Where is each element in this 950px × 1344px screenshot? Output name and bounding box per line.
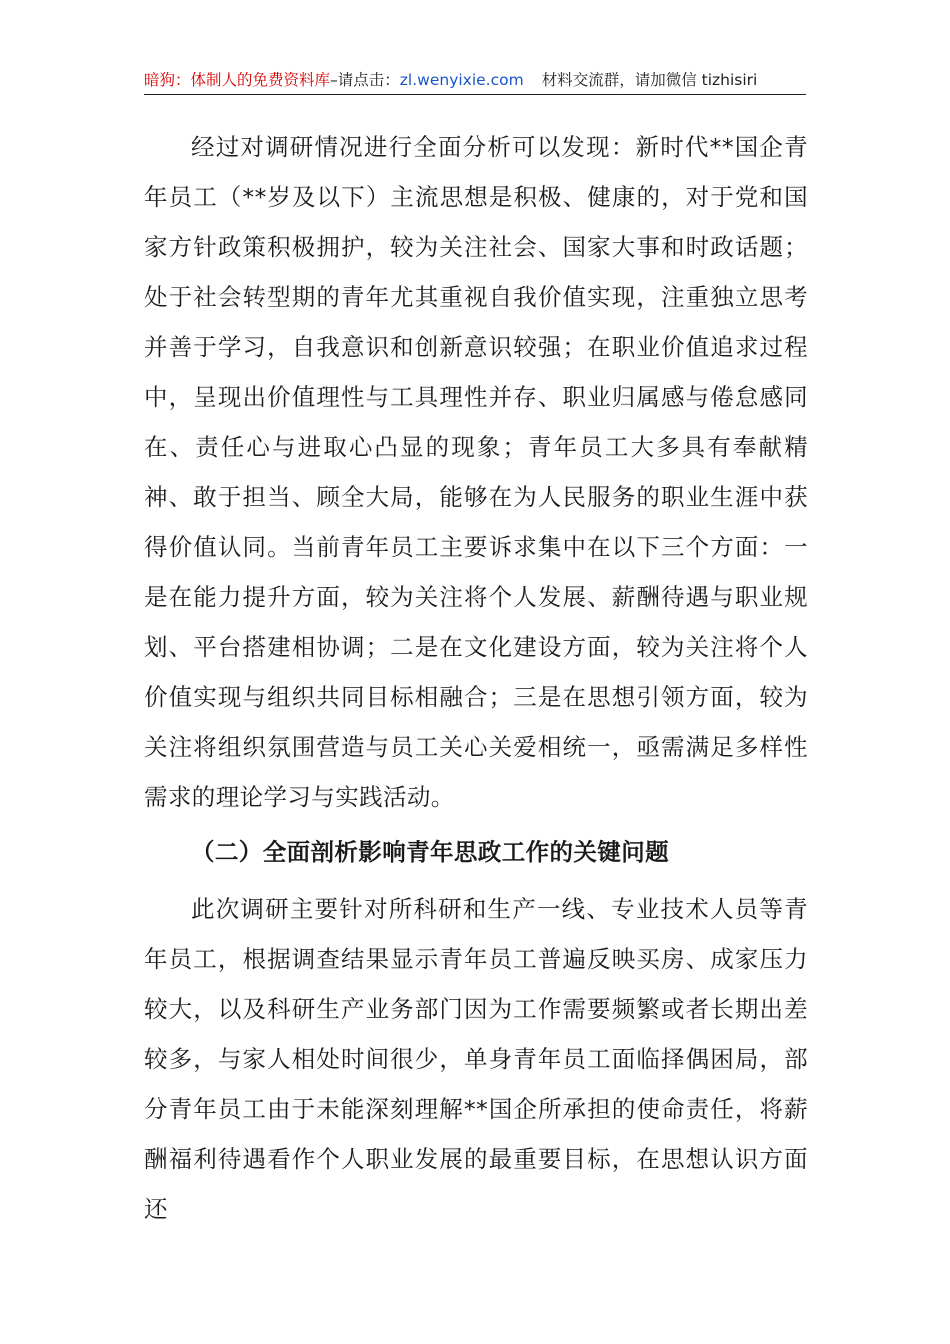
page-header [144, 66, 806, 95]
paragraph-research: 此次调研主要针对所科研和生产一线、专业技术人员等青年员工，根据调查结果显示青年员工普遍反映买房、成家压力较大，以及科研生产业务部门因为工作需要频繁或者长期出差较多，与家人相处时间很少，单身青年员工面临择偶困局，部分青年员工由于未能深刻理解**国企所承担的使命责任，将薪酬福利待遇看作个人职业发展的最重要目标，在思想认识方面还 [144, 895, 808, 1223]
header-brand: 暗狗：体制人的免费资料库 [144, 71, 331, 89]
paragraph-analysis: 经过对调研情况进行全面分析可以发现：新时代**国企青年员工（**岁及以下）主流思想是积极、健康的，对于党和国家方针政策积极拥护，较为关注社会、国家大事和时政话题；处于社会转型期的青年尤其重视自我价值实现，注重独立思考并善于学习，自我意识和创新意识较强；在职业价值追求过程中，呈现出价值理性与工具理性并存、职业归属感与倦怠感同在、责任心与进取心凸显的现象；青年员工大多具有奉献精神、敢于担当、顾全大局，能够在为人民服务的职业生涯中获得价值认同。当前青年员工主要诉求集中在以下三个方面：一是在能力提升方面，较为关注将个人发展、薪酬待遇与职业规划、平台搭建相协调；二是在文化建设方面，较为关注将个人价值实现与组织共同目标相融合；三是在思想引领方面，较为关注将组织氛围营造与员工关心关爱相统一，亟需满足多样性需求的理论学习与实践活动。 [144, 133, 808, 811]
section-heading: （二）全面剖析影响青年思政工作的关键问题 [191, 838, 669, 866]
document-body [144, 122, 808, 1234]
header-link[interactable]: zl.wenyixie.com [399, 71, 524, 89]
header-group-note: 材料交流群，请加微信 tizhisiri [541, 71, 758, 89]
header-prompt: –请点击： [330, 71, 400, 89]
